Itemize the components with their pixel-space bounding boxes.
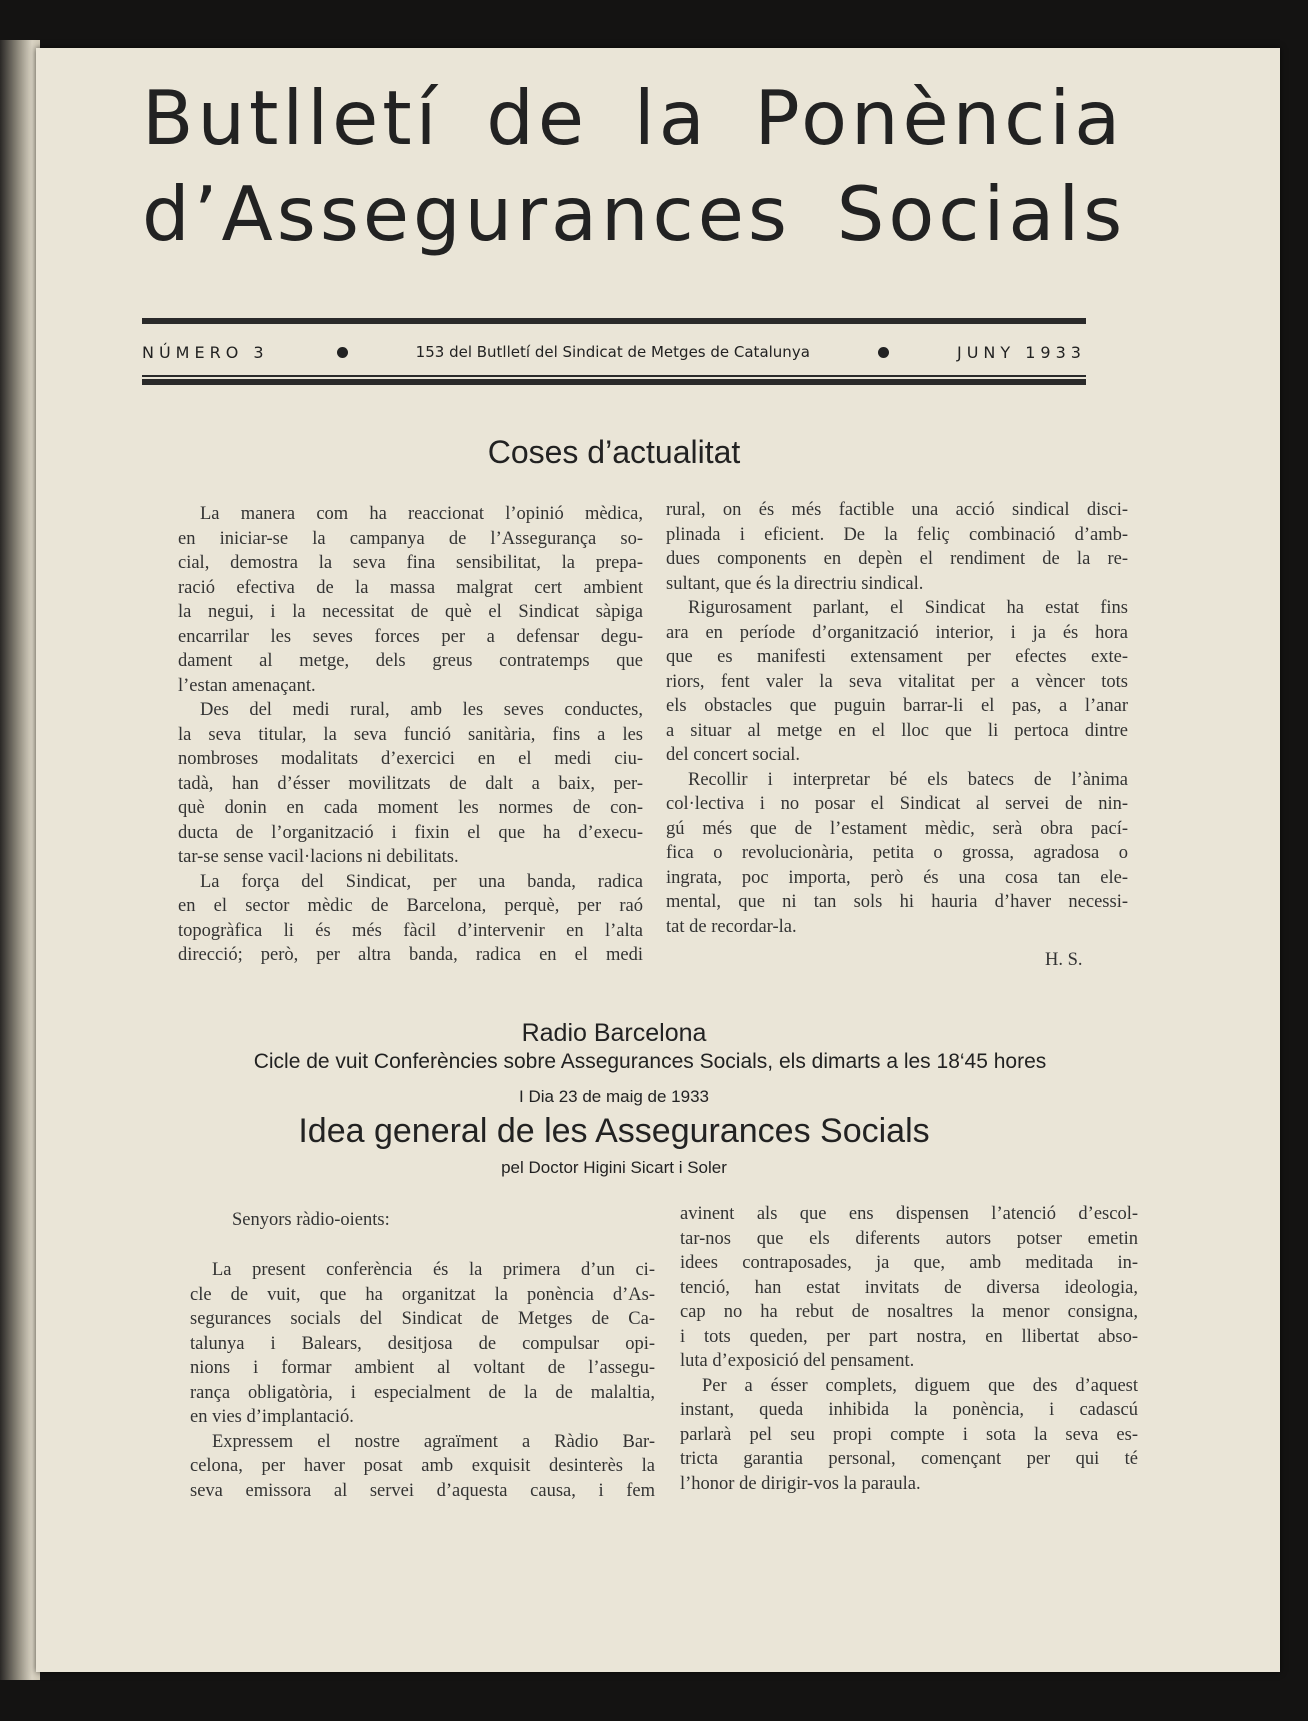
- text-line: instant, queda inhibida la ponència, i cadascú: [680, 1400, 1138, 1420]
- text-line: nombroses modalitats d’exercici en el medi ciu-: [178, 749, 643, 769]
- text-line: gú més que de l’estament mèdic, serà obra pací-: [666, 818, 1128, 839]
- text-line: La manera com ha reaccionat l’opinió mèdica,: [200, 504, 643, 524]
- text-line: mental, que ni tan sols hi hauria d’haver necessi-: [666, 892, 1128, 912]
- text-line: avinent als que ens dispensen l’atenció d’escol-: [680, 1204, 1138, 1224]
- text-line: direcció; però, per altra banda, radica en el medi: [178, 945, 643, 965]
- text-line: en vies d’implantació.: [190, 1407, 354, 1427]
- text-line: col·lectiva i no posar el Sindicat al servei de nin-: [666, 794, 1128, 814]
- issue-number: NÚMERO 3: [142, 342, 269, 362]
- text-line: idees contraposades, ja que, amb meditada in-: [680, 1253, 1138, 1273]
- salutation: Senyors ràdio-oients:: [232, 1210, 390, 1230]
- text-line: la negui, i la necessitat de què el Sindicat sàpiga: [178, 602, 643, 622]
- issue-date: JUNY 1933: [956, 342, 1086, 362]
- text-line: ració efectiva de la massa malgrat cert ambient: [178, 577, 643, 598]
- masthead-title-line-1: Butlletí de la Ponència: [142, 74, 1125, 162]
- article-right-column: [666, 498, 1128, 939]
- conference-title: Idea general de les Assegurances Socials: [298, 1112, 930, 1150]
- text-line: tar-nos que els diferents autors potser emetin: [680, 1228, 1138, 1249]
- text-line: talunya i Balears, desitjosa de compulsar opi-: [190, 1333, 655, 1354]
- text-line: a situar al metge en el lloc que li pertoca dintre: [666, 720, 1128, 741]
- text-line: Per a ésser complets, diguem que des d’aquest: [702, 1375, 1138, 1396]
- text-line: què donin en cada moment les normes de con-: [178, 798, 643, 818]
- text-line: tadà, han d’ésser movilitzats de dalt a baix, per-: [178, 773, 643, 794]
- bullet-separator: [878, 347, 889, 358]
- text-line: i tots queden, per part nostra, en llibertat abso-: [680, 1326, 1138, 1347]
- text-line: ara en període d’organització interior, i ja és hora: [666, 622, 1128, 643]
- text-line: cial, demostra la seva fina sensibilitat, la prepa-: [178, 553, 643, 573]
- text-line: Rigurosament parlant, el Sindicat ha estat fins: [688, 598, 1128, 618]
- text-line: sultant, que és la directriu sindical.: [666, 573, 924, 594]
- text-line: dues components en depèn el rendiment de la re-: [666, 549, 1128, 569]
- text-line: tenció, han estat invitats de diversa ideologia,: [680, 1277, 1138, 1298]
- text-line: La força del Sindicat, per una banda, radica: [200, 871, 643, 892]
- text-line: segurances socials del Sindicat de Metges de Ca-: [190, 1309, 655, 1329]
- text-line: del concert social.: [666, 745, 801, 765]
- section-kicker: Radio Barcelona: [521, 1019, 707, 1047]
- text-line: tar-se sense vacil·lacions ni debilitats.: [178, 847, 459, 867]
- text-line: rança obligatòria, i especialment de la de malaltia,: [190, 1382, 655, 1403]
- article-signature: H. S.: [1045, 950, 1083, 970]
- text-line: l’estan amenaçant.: [178, 675, 316, 696]
- article-left-column: [178, 502, 643, 968]
- text-line: parlarà pel seu propi compte i sota la seva es-: [680, 1424, 1138, 1445]
- text-line: la seva titular, la seva funció sanitària, fins a les: [178, 724, 643, 745]
- conference-series: Cicle de vuit Conferències sobre Assegurances Socials, els dimarts a les 18‘45 hores: [253, 1050, 1047, 1073]
- conference-right-column: [680, 1202, 1138, 1496]
- masthead-title-line-2: d’Assegurances Socials: [142, 170, 1127, 258]
- text-line: Expressem el nostre agraïment a Ràdio Bar-: [212, 1431, 655, 1452]
- conference-author: pel Doctor Higini Sicart i Soler: [501, 1158, 727, 1177]
- text-line: en iniciar-se la campanya de l’Assegurança so-: [178, 528, 643, 549]
- text-line: seva emissora al servei d’aquesta causa, i fem: [190, 1480, 655, 1501]
- text-line: La present conferència és la primera d’un ci-: [212, 1260, 655, 1280]
- masthead-rule-bottom: [142, 372, 1086, 385]
- text-line: plinada i eficient. De la feliç combinació d’amb-: [666, 524, 1128, 545]
- text-line: luta d’exposició del pensament.: [680, 1351, 915, 1371]
- masthead-rule-top: [142, 318, 1086, 324]
- conference-date: I Dia 23 de maig de 1933: [519, 1087, 709, 1106]
- text-line: ducta de l’organització i fixin el que ha d’execu-: [178, 822, 643, 843]
- text-line: nions i formar ambient al voltant de l’assegu-: [190, 1358, 655, 1378]
- text-line: tat de recordar-la.: [666, 916, 797, 937]
- text-line: riors, fent valer la seva vitalitat per a vèncer tots: [666, 671, 1128, 692]
- article-title: Coses d’actualitat: [487, 434, 741, 470]
- masthead: [142, 70, 1127, 262]
- text-line: Des del medi rural, amb les seves conductes,: [200, 700, 643, 720]
- text-line: els obstacles que puguin barrar-li el pas, a l’anar: [666, 696, 1128, 716]
- text-line: topogràfica li és més fàcil d’intervenir en l’alta: [178, 920, 643, 941]
- text-line: en el sector mèdic de Barcelona, perquè, per raó: [178, 896, 643, 916]
- text-line: cap no ha rebut de nosaltres la menor consigna,: [680, 1302, 1138, 1322]
- conference-left-column: [190, 1258, 655, 1503]
- text-line: celona, per haver posat amb exquisit desinterès la: [190, 1456, 655, 1476]
- text-line: dament al metge, dels greus contratemps que: [178, 651, 643, 671]
- text-line: encarrilar les seves forces per a defensar degu-: [178, 626, 643, 647]
- text-line: cle de vuit, que ha organitzat la ponència d’As-: [190, 1284, 655, 1305]
- text-line: l’honor de dirigir-vos la paraula.: [680, 1473, 921, 1494]
- text-line: tricta garantia personal, començant per qui té: [680, 1449, 1138, 1469]
- text-line: Recollir i interpretar bé els batecs de l’ànima: [688, 769, 1128, 790]
- bulletin-reference: 153 del Butlletí del Sindicat de Metges de Catalunya: [415, 343, 810, 361]
- text-line: ingrata, poc importa, però és una cosa tan ele-: [666, 867, 1128, 888]
- text-line: rural, on és més factible una acció sindical disci-: [666, 500, 1128, 520]
- text-line: que es manifesti extensament per efectes exte-: [666, 647, 1128, 667]
- text-line: fica o revolucionària, petita o grossa, agradosa o: [666, 843, 1128, 863]
- book-spine-edge: [0, 40, 40, 1680]
- issue-line: [142, 340, 1086, 364]
- bullet-separator: [337, 347, 348, 358]
